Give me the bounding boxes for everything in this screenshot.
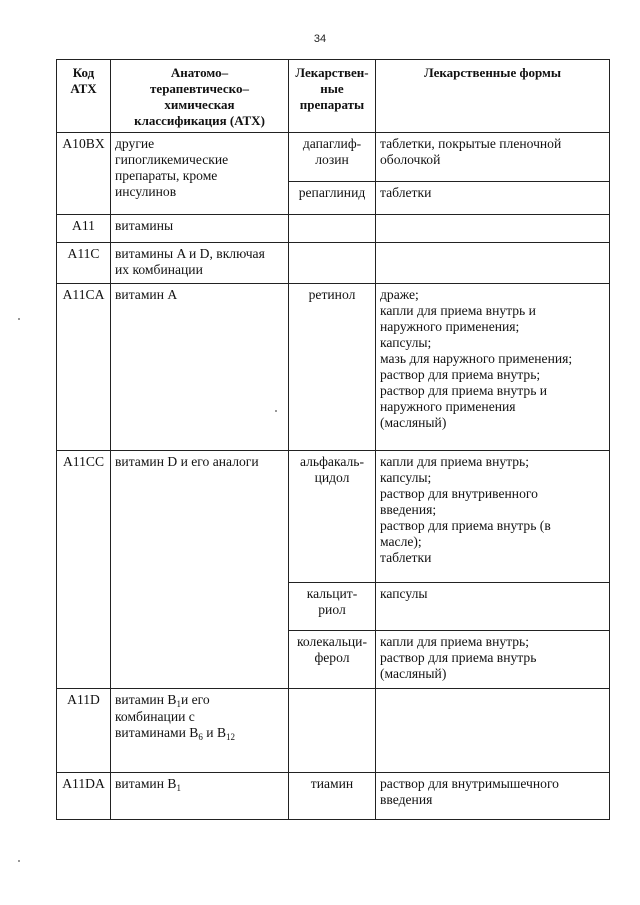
table-header-row bbox=[57, 60, 610, 133]
forms-cell bbox=[376, 215, 610, 243]
forms-cell bbox=[376, 243, 610, 284]
table-row bbox=[57, 773, 610, 820]
scan-speck bbox=[18, 318, 20, 320]
drug-cell: репаглинид bbox=[289, 182, 376, 215]
drug-cell: дапаглиф- лозин bbox=[289, 133, 376, 182]
drug-cell: альфакаль- цидол bbox=[289, 451, 376, 583]
atx-code: A11D bbox=[57, 689, 111, 773]
classification-cell: витамин $B_1$ bbox=[111, 773, 289, 820]
classification-cell: витамины bbox=[111, 215, 289, 243]
forms-cell: драже; капли для приема внутрь и наружного применения; капсулы; мазь для наружного применения; раствор для приема внутрь; раствор для приема внутрь и наружного применения (масляный) bbox=[376, 284, 610, 451]
drug-cell: тиамин bbox=[289, 773, 376, 820]
drug-cell: кальцит- риол bbox=[289, 583, 376, 631]
classification-cell: витамин A bbox=[111, 284, 289, 451]
table-row bbox=[57, 284, 610, 451]
forms-cell: капли для приема внутрь; раствор для приема внутрь (масляный) bbox=[376, 631, 610, 689]
header-classification: Анатомо– терапевтическо– химическая классификация (АТХ) bbox=[111, 60, 289, 133]
forms-cell: таблетки, покрытые пленочной оболочкой bbox=[376, 133, 610, 182]
header-forms: Лекарственные формы bbox=[376, 60, 610, 133]
table-row bbox=[57, 243, 610, 284]
atx-code: A11 bbox=[57, 215, 111, 243]
page-number: 34 bbox=[313, 33, 327, 45]
forms-cell: капсулы bbox=[376, 583, 610, 631]
header-code: Код АТХ bbox=[57, 60, 111, 133]
drug-cell bbox=[289, 689, 376, 773]
drug-cell bbox=[289, 243, 376, 284]
scan-speck bbox=[18, 860, 20, 862]
drug-cell bbox=[289, 215, 376, 243]
table-row bbox=[57, 689, 610, 773]
atx-code: A11CC bbox=[57, 451, 111, 689]
table-row bbox=[57, 451, 610, 583]
drug-cell: колекальци- ферол bbox=[289, 631, 376, 689]
atx-code: A11DA bbox=[57, 773, 111, 820]
classification-cell: витамины A и D, включая их комбинации bbox=[111, 243, 289, 284]
forms-cell: таблетки bbox=[376, 182, 610, 215]
classification-cell: другие гипогликемические препараты, кроме инсулинов bbox=[111, 133, 289, 215]
scan-speck bbox=[275, 410, 277, 412]
table-row bbox=[57, 133, 610, 182]
classification-cell: витамин D и его аналоги bbox=[111, 451, 289, 689]
atx-code: A11C bbox=[57, 243, 111, 284]
forms-cell: капли для приема внутрь; капсулы; раствор для внутривенного введения; раствор для приема внутрь (в масле); таблетки bbox=[376, 451, 610, 583]
drug-cell: ретинол bbox=[289, 284, 376, 451]
forms-cell: раствор для внутримышечного введения bbox=[376, 773, 610, 820]
table-row bbox=[57, 215, 610, 243]
classification-cell: витамин $B_1и$ его комбинации с витаминами $B_6$ и $B_{12}$ bbox=[111, 689, 289, 773]
header-drugs: Лекарствен- ные препараты bbox=[289, 60, 376, 133]
atx-table bbox=[56, 59, 610, 820]
atx-code: A10BX bbox=[57, 133, 111, 215]
forms-cell bbox=[376, 689, 610, 773]
atx-code: A11CA bbox=[57, 284, 111, 451]
